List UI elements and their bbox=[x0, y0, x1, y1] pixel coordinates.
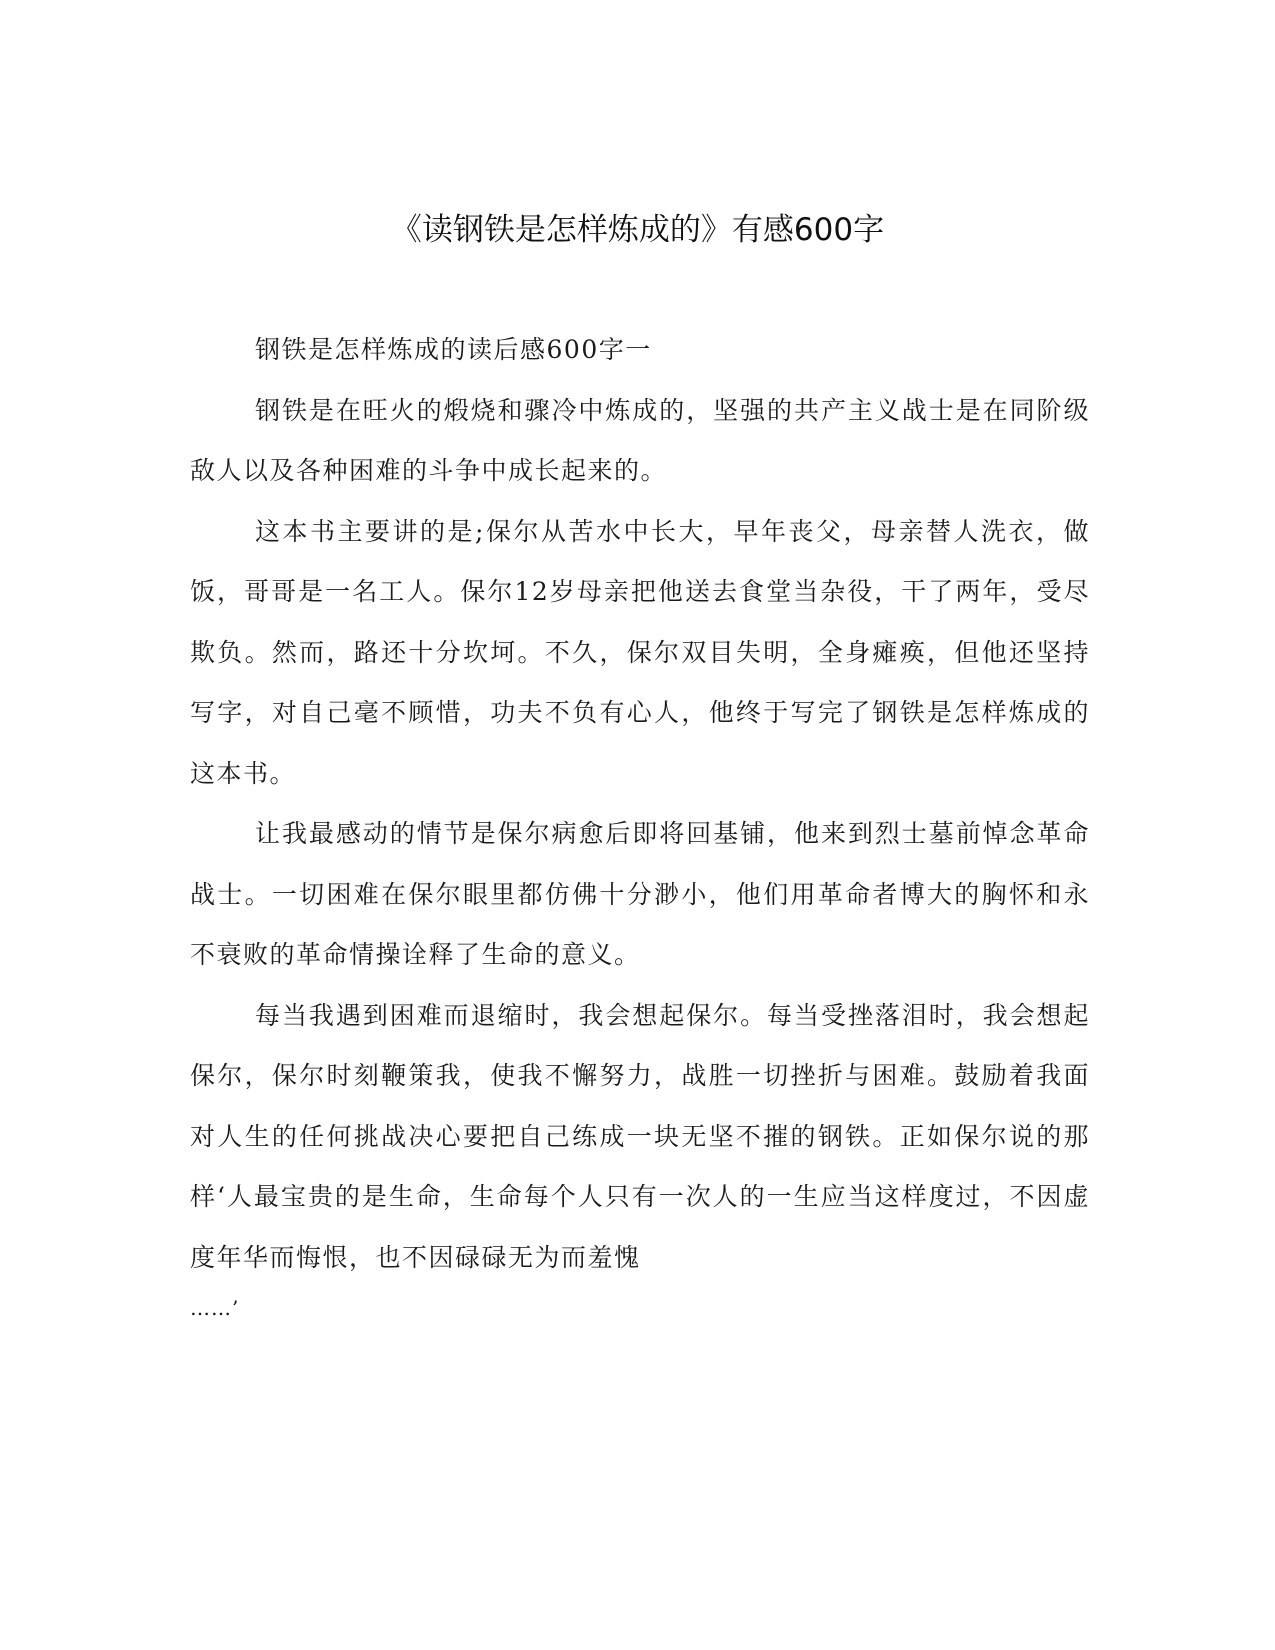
paragraph-1: 钢铁是在旺火的煅烧和骤冷中炼成的，坚强的共产主义战士是在同阶级敌人以及各种困难的斗争中成长起来的。 bbox=[190, 395, 1090, 485]
paragraph-subtitle: 钢铁是怎样炼成的读后感600字一 bbox=[255, 335, 652, 364]
paragraph-3: 让我最感动的情节是保尔病愈后即将回基铺，他来到烈士墓前悼念革命战士。一切困难在保尔眼里都仿佛十分渺小，他们用革命者博大的胸怀和永不衰败的革命情操诠释了生命的意义。 bbox=[190, 819, 1090, 969]
closing-ellipsis: ……’ bbox=[190, 1296, 240, 1320]
paragraph-4-text: 每当我遇到困难而退缩时，我会想起保尔。每当受挫落泪时，我会想起保尔，保尔时刻鞭策我，使我不懈努力，战胜一切挫折与困难。鼓励着我面对人生的任何挑战决心要把自己练成一块无坚不摧的钢铁。正如保尔说的那样‘人最宝贵的是生命，生命每个人只有一次人的一生应当这样度过，不因虚度年华而悔恨，也不因碌碌无为而羞愧 bbox=[190, 1000, 1090, 1272]
paragraph-2: 这本书主要讲的是;保尔从苦水中长大，早年丧父，母亲替人洗衣，做饭，哥哥是一名工人。保尔12岁母亲把他送去食堂当杂役，干了两年，受尽欺负。然而，路还十分坎坷。不久，保尔双目失明，全身瘫痪，但他还坚持写字，对自己毫不顾惜，功夫不负有心人，他终于写完了钢铁是怎样炼成的这本书。 bbox=[190, 516, 1090, 788]
document-body bbox=[190, 320, 1090, 1328]
document-title: 《读钢铁是怎样炼成的》有感600字 bbox=[390, 212, 885, 248]
paragraph-4 bbox=[190, 986, 1090, 1329]
